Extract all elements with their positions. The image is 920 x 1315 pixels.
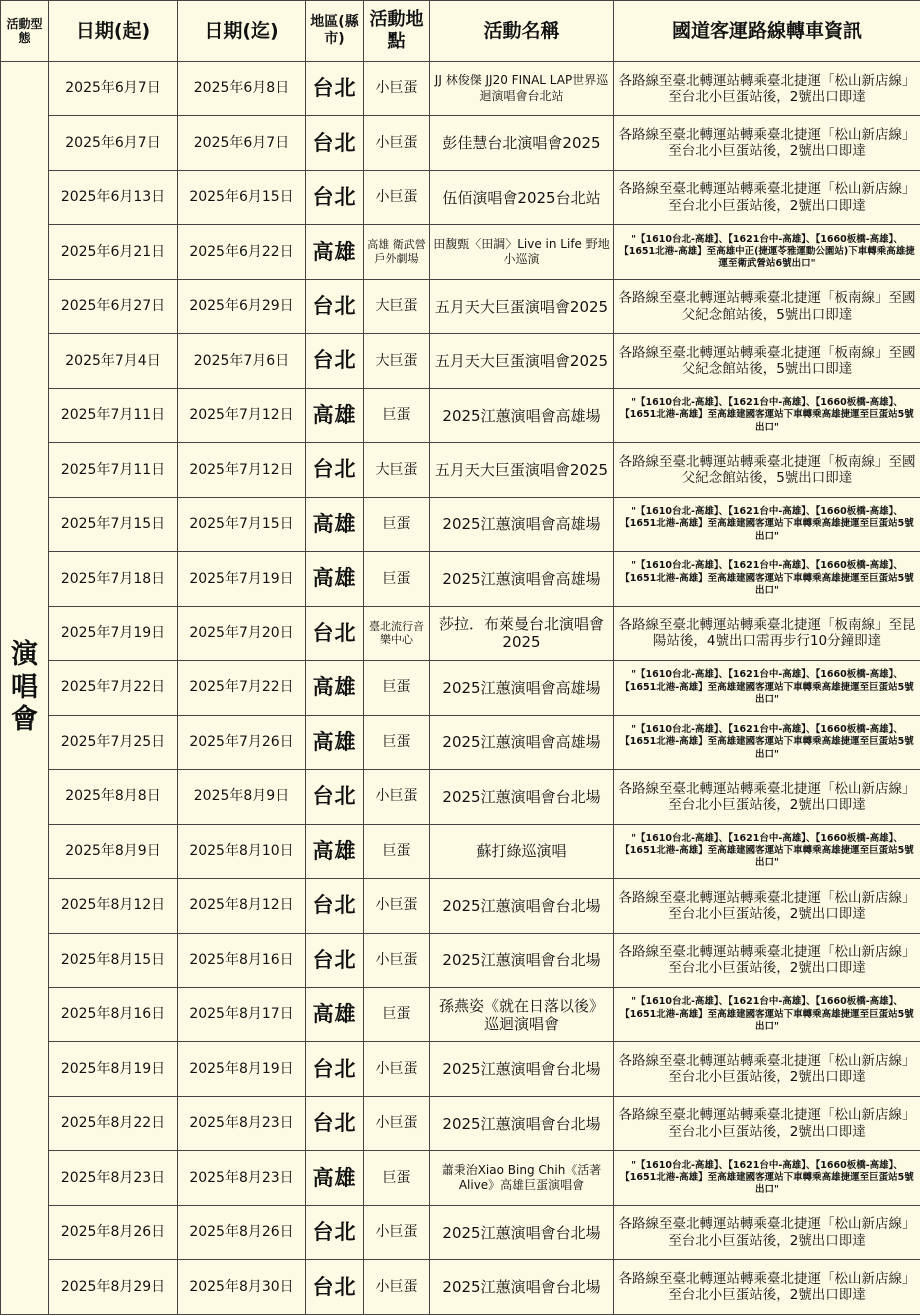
end-date-cell: 2025年8月23日 xyxy=(178,1151,306,1205)
region-cell: 台北 xyxy=(306,1096,364,1150)
region-cell: 高雄 xyxy=(306,552,364,606)
end-date-cell: 2025年7月26日 xyxy=(178,715,306,769)
event-type-cell xyxy=(1,62,49,1315)
start-date-cell: 2025年7月15日 xyxy=(49,497,178,551)
transfer-info-cell: "【1610台北-高雄】、【1621台中-高雄】、【1660板橋-高雄】、【1651北港-高雄】至高雄建國客運站下車轉乘高雄捷運至巨蛋站5號出口" xyxy=(614,1151,920,1205)
transfer-info-cell: 各路線至臺北轉運站轉乘臺北捷運「松山新店線」至台北小巨蛋站後，2號出口即達 xyxy=(614,116,920,170)
transfer-info-cell: 各路線至臺北轉運站轉乘臺北捷運「板南線」至國父紀念館站後，5號出口即達 xyxy=(614,279,920,333)
end-date-cell: 2025年6月8日 xyxy=(178,62,306,116)
venue-cell: 小巨蛋 xyxy=(364,1096,430,1150)
event-name-cell: 伍佰演唱會2025台北站 xyxy=(430,170,614,224)
region-cell: 高雄 xyxy=(306,1151,364,1205)
header-event-name: 活動名稱 xyxy=(430,1,614,62)
transfer-info-cell: 各路線至臺北轉運站轉乘臺北捷運「松山新店線」至台北小巨蛋站後，2號出口即達 xyxy=(614,933,920,987)
start-date-cell: 2025年8月19日 xyxy=(49,1042,178,1096)
end-date-cell: 2025年8月23日 xyxy=(178,1096,306,1150)
table-row xyxy=(1,770,920,824)
table-row xyxy=(1,1042,920,1096)
event-name-cell: 五月天大巨蛋演唱會2025 xyxy=(430,279,614,333)
table-row xyxy=(1,334,920,388)
header-start-date: 日期(起) xyxy=(49,1,178,62)
header-end-date: 日期(迄) xyxy=(178,1,306,62)
end-date-cell: 2025年6月15日 xyxy=(178,170,306,224)
region-cell: 高雄 xyxy=(306,388,364,442)
table-row xyxy=(1,824,920,878)
event-type-char: 會 xyxy=(11,704,38,736)
event-type-char: 唱 xyxy=(11,671,38,703)
region-cell: 台北 xyxy=(306,879,364,933)
start-date-cell: 2025年8月9日 xyxy=(49,824,178,878)
transfer-info-cell: 各路線至臺北轉運站轉乘臺北捷運「松山新店線」至台北小巨蛋站後，2號出口即達 xyxy=(614,1205,920,1259)
end-date-cell: 2025年8月12日 xyxy=(178,879,306,933)
start-date-cell: 2025年6月7日 xyxy=(49,62,178,116)
region-cell: 台北 xyxy=(306,334,364,388)
venue-cell: 小巨蛋 xyxy=(364,879,430,933)
event-name-cell: 2025江蕙演唱會台北場 xyxy=(430,1205,614,1259)
start-date-cell: 2025年7月4日 xyxy=(49,334,178,388)
region-cell: 高雄 xyxy=(306,225,364,279)
start-date-cell: 2025年6月13日 xyxy=(49,170,178,224)
start-date-cell: 2025年6月7日 xyxy=(49,116,178,170)
end-date-cell: 2025年8月10日 xyxy=(178,824,306,878)
end-date-cell: 2025年7月15日 xyxy=(178,497,306,551)
region-cell: 台北 xyxy=(306,770,364,824)
end-date-cell: 2025年7月6日 xyxy=(178,334,306,388)
transfer-info-cell: 各路線至臺北轉運站轉乘臺北捷運「松山新店線」至台北小巨蛋站後，2號出口即達 xyxy=(614,1260,920,1315)
end-date-cell: 2025年8月26日 xyxy=(178,1205,306,1259)
event-name-cell: 蘇打綠巡演唱 xyxy=(430,824,614,878)
venue-cell: 巨蛋 xyxy=(364,824,430,878)
start-date-cell: 2025年7月25日 xyxy=(49,715,178,769)
venue-cell: 大巨蛋 xyxy=(364,443,430,497)
region-cell: 台北 xyxy=(306,606,364,660)
header-transfer-info: 國道客運路線轉車資訊 xyxy=(614,1,920,62)
event-name-cell: 2025江蕙演唱會台北場 xyxy=(430,1096,614,1150)
event-name-cell: 孫燕姿《就在日落以後》巡迴演唱會 xyxy=(430,987,614,1041)
start-date-cell: 2025年8月12日 xyxy=(49,879,178,933)
region-cell: 台北 xyxy=(306,443,364,497)
transfer-info-cell: "【1610台北-高雄】、【1621台中-高雄】、【1660板橋-高雄】、【1651北港-高雄】至高雄建國客運站下車轉乘高雄捷運至巨蛋站5號出口" xyxy=(614,661,920,715)
region-cell: 台北 xyxy=(306,1042,364,1096)
end-date-cell: 2025年6月29日 xyxy=(178,279,306,333)
end-date-cell: 2025年8月16日 xyxy=(178,933,306,987)
transfer-info-cell: "【1610台北-高雄】、【1621台中-高雄】、【1660板橋-高雄】、【1651北港-高雄】至高雄建國客運站下車轉乘高雄捷運至巨蛋站5號出口" xyxy=(614,497,920,551)
table-row xyxy=(1,443,920,497)
event-name-cell: 田馥甄〈田調〉Live in Life 野地小巡演 xyxy=(430,225,614,279)
region-cell: 高雄 xyxy=(306,824,364,878)
end-date-cell: 2025年8月30日 xyxy=(178,1260,306,1315)
event-name-cell: 2025江蕙演唱會台北場 xyxy=(430,879,614,933)
transfer-info-cell: 各路線至臺北轉運站轉乘臺北捷運「板南線」至國父紀念館站後，5號出口即達 xyxy=(614,443,920,497)
start-date-cell: 2025年8月29日 xyxy=(49,1260,178,1315)
event-name-cell: 五月天大巨蛋演唱會2025 xyxy=(430,443,614,497)
region-cell: 台北 xyxy=(306,933,364,987)
venue-cell: 高雄 衛武營戶外劇場 xyxy=(364,225,430,279)
venue-cell: 巨蛋 xyxy=(364,987,430,1041)
event-name-cell: 2025江蕙演唱會高雄場 xyxy=(430,388,614,442)
transfer-info-cell: 各路線至臺北轉運站轉乘臺北捷運「松山新店線」至台北小巨蛋站後，2號出口即達 xyxy=(614,1096,920,1150)
venue-cell: 巨蛋 xyxy=(364,497,430,551)
transfer-info-cell: 各路線至臺北轉運站轉乘臺北捷運「松山新店線」至台北小巨蛋站後，2號出口即達 xyxy=(614,62,920,116)
end-date-cell: 2025年7月12日 xyxy=(178,388,306,442)
event-name-cell: 2025江蕙演唱會台北場 xyxy=(430,1260,614,1315)
transfer-info-cell: "【1610台北-高雄】、【1621台中-高雄】、【1660板橋-高雄】、【1651北港-高雄】至高雄中正(捷運苓雅運動公園站)下車轉乘高雄捷運至衛武營站6號出口" xyxy=(614,225,920,279)
event-name-cell: 莎拉．布萊曼台北演唱會2025 xyxy=(430,606,614,660)
transfer-info-cell: 各路線至臺北轉運站轉乘臺北捷運「松山新店線」至台北小巨蛋站後，2號出口即達 xyxy=(614,170,920,224)
header-region: 地區(縣市) xyxy=(306,1,364,62)
venue-cell: 巨蛋 xyxy=(364,715,430,769)
region-cell: 高雄 xyxy=(306,497,364,551)
transfer-info-cell: "【1610台北-高雄】、【1621台中-高雄】、【1660板橋-高雄】、【1651北港-高雄】至高雄建國客運站下車轉乘高雄捷運至巨蛋站5號出口" xyxy=(614,388,920,442)
start-date-cell: 2025年7月11日 xyxy=(49,388,178,442)
start-date-cell: 2025年8月22日 xyxy=(49,1096,178,1150)
table-row xyxy=(1,1096,920,1150)
transfer-info-cell: 各路線至臺北轉運站轉乘臺北捷運「板南線」至國父紀念館站後，5號出口即達 xyxy=(614,334,920,388)
region-cell: 高雄 xyxy=(306,715,364,769)
event-name-cell: 蕭秉治Xiao Bing Chih《活著Alive》高雄巨蛋演唱會 xyxy=(430,1151,614,1205)
venue-cell: 大巨蛋 xyxy=(364,334,430,388)
transfer-info-cell: 各路線至臺北轉運站轉乘臺北捷運「板南線」至昆陽站後，4號出口需再步行10分鐘即達 xyxy=(614,606,920,660)
table-row xyxy=(1,1151,920,1205)
venue-cell: 巨蛋 xyxy=(364,388,430,442)
start-date-cell: 2025年7月11日 xyxy=(49,443,178,497)
venue-cell: 小巨蛋 xyxy=(364,170,430,224)
start-date-cell: 2025年8月26日 xyxy=(49,1205,178,1259)
event-name-cell: 2025江蕙演唱會高雄場 xyxy=(430,715,614,769)
table-row xyxy=(1,933,920,987)
end-date-cell: 2025年6月7日 xyxy=(178,116,306,170)
venue-cell: 小巨蛋 xyxy=(364,1042,430,1096)
end-date-cell: 2025年8月19日 xyxy=(178,1042,306,1096)
event-name-cell: 2025江蕙演唱會高雄場 xyxy=(430,661,614,715)
table-row xyxy=(1,715,920,769)
event-name-cell: 2025江蕙演唱會台北場 xyxy=(430,770,614,824)
start-date-cell: 2025年8月8日 xyxy=(49,770,178,824)
transfer-info-cell: 各路線至臺北轉運站轉乘臺北捷運「松山新店線」至台北小巨蛋站後，2號出口即達 xyxy=(614,1042,920,1096)
header-row xyxy=(1,1,920,62)
table-row xyxy=(1,388,920,442)
start-date-cell: 2025年6月21日 xyxy=(49,225,178,279)
event-type-char: 演 xyxy=(11,639,38,671)
event-name-cell: 2025江蕙演唱會台北場 xyxy=(430,933,614,987)
start-date-cell: 2025年7月22日 xyxy=(49,661,178,715)
table-row xyxy=(1,879,920,933)
table-row xyxy=(1,170,920,224)
venue-cell: 巨蛋 xyxy=(364,552,430,606)
table-row xyxy=(1,1260,920,1315)
venue-cell: 小巨蛋 xyxy=(364,62,430,116)
header-venue: 活動地點 xyxy=(364,1,430,62)
region-cell: 台北 xyxy=(306,62,364,116)
end-date-cell: 2025年7月20日 xyxy=(178,606,306,660)
transfer-info-cell: "【1610台北-高雄】、【1621台中-高雄】、【1660板橋-高雄】、【1651北港-高雄】至高雄建國客運站下車轉乘高雄捷運至巨蛋站5號出口" xyxy=(614,552,920,606)
transfer-info-cell: 各路線至臺北轉運站轉乘臺北捷運「松山新店線」至台北小巨蛋站後，2號出口即達 xyxy=(614,770,920,824)
venue-cell: 小巨蛋 xyxy=(364,933,430,987)
venue-cell: 巨蛋 xyxy=(364,661,430,715)
venue-cell: 小巨蛋 xyxy=(364,770,430,824)
table-row xyxy=(1,552,920,606)
end-date-cell: 2025年8月17日 xyxy=(178,987,306,1041)
table-row xyxy=(1,497,920,551)
transfer-info-cell: "【1610台北-高雄】、【1621台中-高雄】、【1660板橋-高雄】、【1651北港-高雄】至高雄建國客運站下車轉乘高雄捷運至巨蛋站5號出口" xyxy=(614,824,920,878)
region-cell: 台北 xyxy=(306,1260,364,1315)
table-row xyxy=(1,606,920,660)
start-date-cell: 2025年7月19日 xyxy=(49,606,178,660)
end-date-cell: 2025年6月22日 xyxy=(178,225,306,279)
transfer-info-cell: 各路線至臺北轉運站轉乘臺北捷運「松山新店線」至台北小巨蛋站後，2號出口即達 xyxy=(614,879,920,933)
end-date-cell: 2025年7月12日 xyxy=(178,443,306,497)
table-row xyxy=(1,116,920,170)
end-date-cell: 2025年7月22日 xyxy=(178,661,306,715)
region-cell: 台北 xyxy=(306,116,364,170)
end-date-cell: 2025年8月9日 xyxy=(178,770,306,824)
start-date-cell: 2025年7月18日 xyxy=(49,552,178,606)
start-date-cell: 2025年8月15日 xyxy=(49,933,178,987)
table-row xyxy=(1,225,920,279)
table-row xyxy=(1,661,920,715)
header-event-type: 活動型態 xyxy=(1,1,49,62)
region-cell: 台北 xyxy=(306,279,364,333)
region-cell: 台北 xyxy=(306,170,364,224)
event-name-cell: 2025江蕙演唱會高雄場 xyxy=(430,497,614,551)
venue-cell: 小巨蛋 xyxy=(364,1260,430,1315)
venue-cell: 臺北流行音樂中心 xyxy=(364,606,430,660)
event-name-cell: 五月天大巨蛋演唱會2025 xyxy=(430,334,614,388)
region-cell: 台北 xyxy=(306,1205,364,1259)
venue-cell: 大巨蛋 xyxy=(364,279,430,333)
transfer-info-cell: "【1610台北-高雄】、【1621台中-高雄】、【1660板橋-高雄】、【1651北港-高雄】至高雄建國客運站下車轉乘高雄捷運至巨蛋站5號出口" xyxy=(614,715,920,769)
event-name-cell: 2025江蕙演唱會高雄場 xyxy=(430,552,614,606)
table-row xyxy=(1,62,920,116)
venue-cell: 巨蛋 xyxy=(364,1151,430,1205)
table-row xyxy=(1,279,920,333)
event-name-cell: 彭佳慧台北演唱會2025 xyxy=(430,116,614,170)
start-date-cell: 2025年8月23日 xyxy=(49,1151,178,1205)
start-date-cell: 2025年8月16日 xyxy=(49,987,178,1041)
event-name-cell: JJ 林俊傑 JJ20 FINAL LAP世界巡迴演唱會台北站 xyxy=(430,62,614,116)
transfer-info-cell: "【1610台北-高雄】、【1621台中-高雄】、【1660板橋-高雄】、【1651北港-高雄】至高雄建國客運站下車轉乘高雄捷運至巨蛋站5號出口" xyxy=(614,987,920,1041)
venue-cell: 小巨蛋 xyxy=(364,116,430,170)
region-cell: 高雄 xyxy=(306,987,364,1041)
venue-cell: 小巨蛋 xyxy=(364,1205,430,1259)
start-date-cell: 2025年6月27日 xyxy=(49,279,178,333)
table-row xyxy=(1,987,920,1041)
event-name-cell: 2025江蕙演唱會台北場 xyxy=(430,1042,614,1096)
table-row xyxy=(1,1205,920,1259)
end-date-cell: 2025年7月19日 xyxy=(178,552,306,606)
region-cell: 高雄 xyxy=(306,661,364,715)
